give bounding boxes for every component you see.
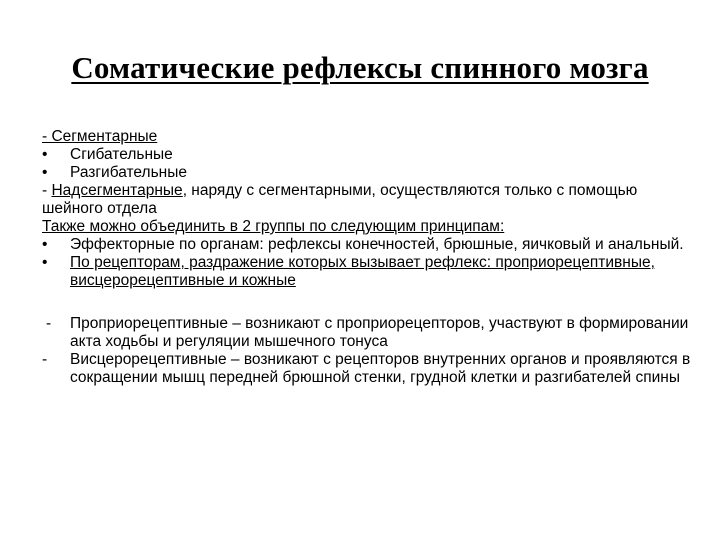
dash-marker: -	[46, 315, 52, 332]
bullet-icon: •	[42, 254, 48, 271]
suprasegmental-prefix: -	[42, 182, 52, 199]
grouping-heading: Также можно объединить в 2 группы по следующим принципам:	[42, 218, 505, 235]
slide-body	[42, 128, 692, 387]
segmental-heading: - Сегментарные	[42, 128, 158, 145]
definition-item	[42, 315, 692, 351]
definition-text: Висцерорецептивные – возникают с рецепторов внутренних органов и проявляются в сокращении мышц передней брюшной стенки, грудной клетки и разгибателей спины	[70, 351, 691, 386]
list-item	[42, 146, 692, 164]
spacer	[42, 290, 692, 315]
suprasegmental-paragraph	[42, 182, 692, 218]
slide-title: Соматические рефлексы спинного мозга	[71, 50, 649, 85]
definition-text: Проприорецептивные – возникают с проприорецепторов, участвуют в формировании акта ходьбы и регуляции мышечного тонуса	[70, 315, 689, 350]
dash-marker: -	[42, 351, 48, 368]
bullet-icon: •	[42, 164, 48, 181]
definition-item	[42, 351, 692, 387]
list-item-text: По рецепторам, раздражение которых вызывает рефлекс: проприорецептивные, висцерорецептивные и кожные	[70, 254, 655, 289]
list-item-text: Разгибательные	[70, 164, 187, 181]
list-item	[42, 164, 692, 182]
list-item-text: Сгибательные	[70, 146, 173, 163]
list-item	[42, 236, 692, 254]
list-item	[42, 254, 692, 290]
bullet-icon: •	[42, 236, 48, 253]
list-item-text: Эффекторные по органам: рефлексы конечностей, брюшные, яичковый и анальный.	[70, 236, 684, 253]
suprasegmental-text: , наряду с сегментарными, осуществляются только с помощью шейного отдела	[42, 182, 638, 217]
bullet-icon: •	[42, 146, 48, 163]
suprasegmental-label: Надсегментарные	[51, 182, 183, 199]
